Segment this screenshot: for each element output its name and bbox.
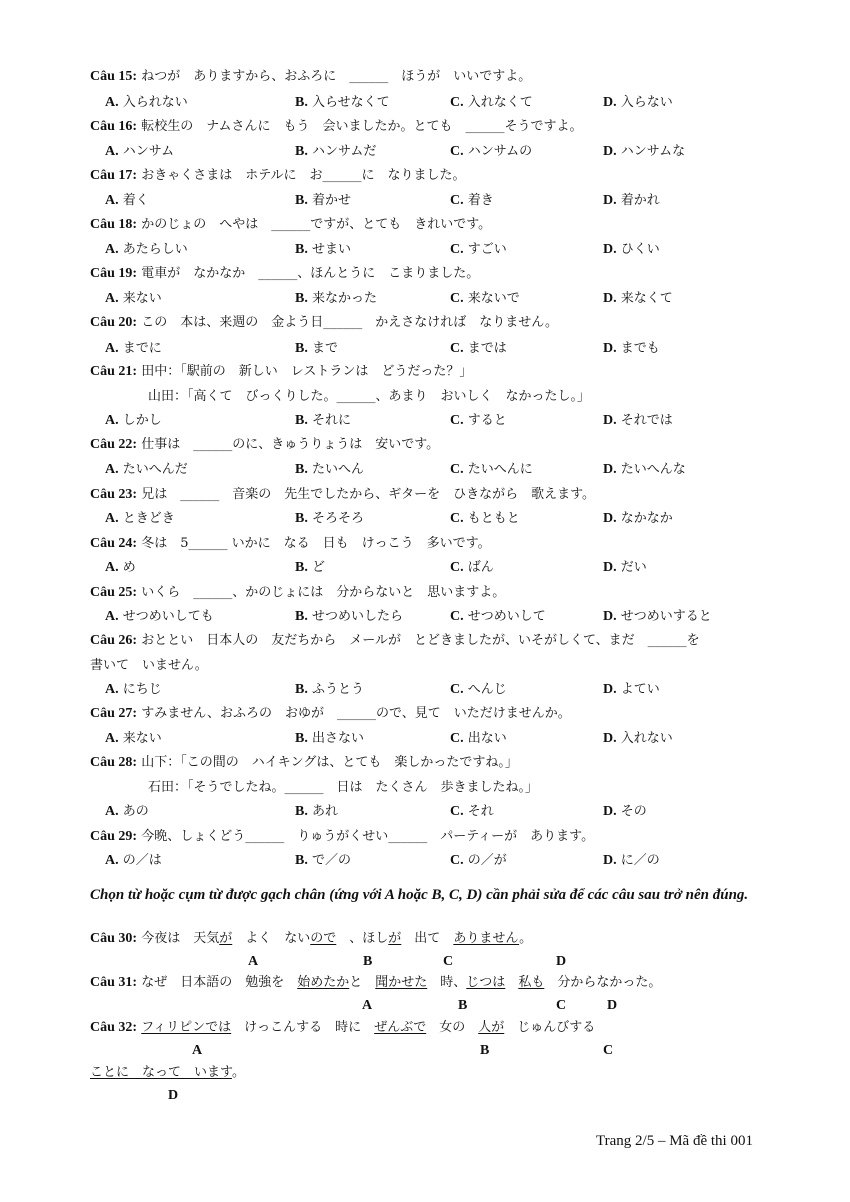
- question-text-line2: 石田：「そうでしたね。______ 日は たくさん 歩きましたね。」: [148, 780, 539, 795]
- option-letter: B.: [295, 462, 308, 477]
- option-letter: B.: [295, 242, 308, 257]
- option-d: [603, 608, 712, 626]
- question-number: Câu 15:: [90, 69, 138, 84]
- page-footer: Trang 2/5 – Mã đề thi 001: [596, 1133, 753, 1149]
- option-letter: D.: [603, 682, 617, 697]
- question-number: Câu 27:: [90, 706, 138, 721]
- question-32-cont: [90, 1064, 245, 1082]
- option-letter: D.: [603, 511, 617, 526]
- option-text: ど: [311, 560, 325, 575]
- option-text: だい: [620, 560, 647, 575]
- option-text: それでは: [620, 413, 673, 428]
- option-text: にちじ: [122, 682, 162, 697]
- q30-underline-b: ので: [310, 931, 337, 946]
- option-letter: C.: [450, 511, 464, 526]
- option-d: [603, 143, 685, 161]
- q31-label-d: D: [607, 998, 618, 1013]
- q32-label-a: A: [192, 1043, 203, 1058]
- question-number: Câu 21:: [90, 364, 138, 379]
- option-letter: B.: [295, 95, 308, 110]
- option-b: [295, 608, 403, 626]
- option-text: よてい: [620, 682, 660, 697]
- option-text: あの: [122, 804, 149, 819]
- option-c: [450, 681, 507, 699]
- q32-underline-a: フィリピンでは: [141, 1020, 232, 1035]
- option-letter: D.: [603, 291, 617, 306]
- question-number: Câu 19:: [90, 266, 138, 281]
- option-c: [450, 340, 507, 358]
- option-text: 入られない: [122, 95, 188, 110]
- question-25: [90, 584, 505, 602]
- option-text: せつめいしたら: [311, 609, 403, 624]
- q31-underline-b: 聞かせた: [375, 975, 428, 990]
- option-text: たいへんな: [620, 462, 686, 477]
- question-text: 冬は 5______ いかに なる 日も けっこう 多いです。: [141, 536, 491, 551]
- question-23: [90, 486, 595, 504]
- option-text: の／が: [467, 853, 507, 868]
- question-18: [90, 216, 491, 234]
- question-number: Câu 30:: [90, 931, 138, 946]
- option-text: たいへん: [311, 462, 364, 477]
- option-letter: B.: [295, 193, 308, 208]
- option-text: ひくい: [620, 242, 660, 257]
- q30-label-a: A: [248, 954, 259, 969]
- q31-text: と: [349, 975, 376, 990]
- question-20: [90, 314, 558, 332]
- question-number: Câu 22:: [90, 437, 138, 452]
- option-letter: B.: [295, 560, 308, 575]
- option-d: [603, 241, 660, 259]
- option-letter: B.: [295, 682, 308, 697]
- option-letter: C.: [450, 291, 464, 306]
- question-29: [90, 828, 594, 846]
- option-letter: C.: [450, 242, 464, 257]
- q30-label-b: B: [363, 954, 373, 969]
- q32-underline-c: 人が: [478, 1020, 505, 1035]
- option-text: 着く: [122, 193, 149, 208]
- option-text: までも: [620, 341, 660, 356]
- q30-underline-a: が: [219, 931, 233, 946]
- question-number: Câu 26:: [90, 633, 138, 648]
- option-c: [450, 94, 533, 112]
- option-letter: C.: [450, 560, 464, 575]
- option-letter: A.: [105, 242, 119, 257]
- option-letter: D.: [603, 853, 617, 868]
- option-letter: C.: [450, 193, 464, 208]
- option-letter: A.: [105, 682, 119, 697]
- question-text: 仕事は ______のに、きゅうりょうは 安いです。: [141, 437, 440, 452]
- option-text: せつめいして: [467, 609, 546, 624]
- option-text: ハンサムだ: [311, 144, 377, 159]
- option-d: [603, 412, 673, 430]
- option-text: しかし: [122, 413, 162, 428]
- option-text: なかなか: [620, 511, 673, 526]
- option-text: もともと: [467, 511, 520, 526]
- option-a: [105, 412, 162, 430]
- option-text: 入らせなくて: [311, 95, 390, 110]
- option-a: [105, 143, 174, 161]
- option-letter: C.: [450, 804, 464, 819]
- option-a: [105, 290, 162, 308]
- option-letter: A.: [105, 560, 119, 575]
- question-text: 転校生の ナムさんに もう 会いましたか。とても ______そうですよ。: [141, 119, 583, 134]
- option-text: 出ない: [467, 731, 507, 746]
- option-text: せつめいすると: [620, 609, 712, 624]
- q30-text: 、ほし: [336, 931, 389, 946]
- option-a: [105, 608, 214, 626]
- option-d: [603, 290, 673, 308]
- option-b: [295, 852, 351, 870]
- option-text: へんじ: [467, 682, 507, 697]
- option-b: [295, 461, 364, 479]
- option-letter: D.: [603, 462, 617, 477]
- option-text: ばん: [467, 560, 494, 575]
- option-text: 来ない: [122, 731, 162, 746]
- option-d: [603, 192, 660, 210]
- option-letter: B.: [295, 341, 308, 356]
- option-letter: D.: [603, 95, 617, 110]
- option-text: 来なくて: [620, 291, 673, 306]
- option-a: [105, 730, 162, 748]
- q32-text: 女の: [426, 1020, 479, 1035]
- option-a: [105, 340, 162, 358]
- option-d: [603, 681, 660, 699]
- option-text: あれ: [311, 804, 338, 819]
- option-text: 入れない: [620, 731, 673, 746]
- option-letter: A.: [105, 731, 119, 746]
- option-text: で／の: [311, 853, 351, 868]
- question-16: [90, 118, 583, 136]
- option-letter: A.: [105, 291, 119, 306]
- option-text: その: [620, 804, 647, 819]
- option-text: め: [122, 560, 136, 575]
- q31-underline-c: じつは: [466, 975, 506, 990]
- option-a: [105, 803, 149, 821]
- option-b: [295, 241, 351, 259]
- question-number: Câu 20:: [90, 315, 138, 330]
- option-d: [603, 340, 660, 358]
- question-text: すみません、おふろの おゆが ______ので、見て いただけませんか。: [141, 706, 571, 721]
- option-c: [450, 559, 494, 577]
- question-text: この 本は、来週の 金よう日______ かえさなければ なりません。: [141, 315, 558, 330]
- option-text: 来ないで: [467, 291, 520, 306]
- option-letter: A.: [105, 511, 119, 526]
- option-letter: D.: [603, 193, 617, 208]
- option-a: [105, 559, 136, 577]
- q32-text: 。: [231, 1065, 245, 1080]
- option-letter: D.: [603, 242, 617, 257]
- q30-text: 。: [519, 931, 533, 946]
- option-text: それに: [311, 413, 351, 428]
- option-letter: C.: [450, 731, 464, 746]
- question-number: Câu 28:: [90, 755, 138, 770]
- option-letter: C.: [450, 95, 464, 110]
- option-b: [295, 510, 364, 528]
- option-b: [295, 94, 390, 112]
- option-text: までに: [122, 341, 162, 356]
- option-text: 着かせ: [311, 193, 351, 208]
- option-c: [450, 241, 507, 259]
- option-a: [105, 241, 188, 259]
- option-letter: D.: [603, 609, 617, 624]
- option-letter: D.: [603, 560, 617, 575]
- option-c: [450, 290, 520, 308]
- option-text: そろそろ: [311, 511, 364, 526]
- option-letter: B.: [295, 511, 308, 526]
- q32-underline-b: ぜんぶで: [374, 1020, 427, 1035]
- q32-label-d: D: [168, 1088, 179, 1103]
- question-number: Câu 18:: [90, 217, 138, 232]
- question-17: [90, 167, 466, 185]
- q31-text: 分からなかった。: [544, 975, 662, 990]
- question-22: [90, 436, 439, 454]
- option-c: [450, 803, 494, 821]
- option-a: [105, 461, 188, 479]
- option-d: [603, 852, 660, 870]
- option-a: [105, 852, 162, 870]
- question-text: 兄は ______ 音楽の 先生でしたから、ギターを ひきながら 歌えます。: [141, 487, 596, 502]
- question-text: いくら ______、かのじょには 分からないと 思いますよ。: [141, 585, 506, 600]
- question-number: Câu 32:: [90, 1020, 138, 1035]
- question-21: [90, 363, 472, 381]
- option-text: せまい: [311, 242, 351, 257]
- option-letter: A.: [105, 193, 119, 208]
- option-letter: A.: [105, 609, 119, 624]
- question-30: [90, 930, 532, 948]
- question-26: [90, 632, 700, 650]
- option-d: [603, 461, 686, 479]
- q32-label-c: C: [603, 1043, 614, 1058]
- option-letter: C.: [450, 609, 464, 624]
- option-letter: A.: [105, 413, 119, 428]
- option-c: [450, 510, 520, 528]
- question-number: Câu 29:: [90, 829, 138, 844]
- option-c: [450, 461, 533, 479]
- option-text: 出さない: [311, 731, 364, 746]
- option-letter: B.: [295, 853, 308, 868]
- option-text: ふうとう: [311, 682, 364, 697]
- question-number: Câu 25:: [90, 585, 138, 600]
- q30-text: よく ない: [232, 931, 311, 946]
- option-text: までは: [467, 341, 507, 356]
- question-number: Câu 23:: [90, 487, 138, 502]
- q30-label-d: D: [556, 954, 567, 969]
- question-text: おきゃくさまは ホテルに お______に なりました。: [141, 168, 466, 183]
- option-text: せつめいしても: [122, 609, 214, 624]
- option-text: ハンサムの: [467, 144, 533, 159]
- option-d: [603, 730, 673, 748]
- q32-text: けっこんする 時に: [231, 1020, 375, 1035]
- q31-label-b: B: [458, 998, 468, 1013]
- option-text: すごい: [467, 242, 507, 257]
- option-c: [450, 192, 494, 210]
- option-a: [105, 94, 188, 112]
- option-text: 来ない: [122, 291, 162, 306]
- question-text: ねつが ありますから、おふろに ______ ほうが いいですよ。: [141, 69, 532, 84]
- option-letter: B.: [295, 413, 308, 428]
- question-15: [90, 68, 531, 86]
- q30-underline-d: ありません: [453, 931, 520, 946]
- q31-label-a: A: [362, 998, 373, 1013]
- question-32: [90, 1019, 595, 1037]
- option-b: [295, 290, 377, 308]
- option-letter: A.: [105, 341, 119, 356]
- option-letter: A.: [105, 95, 119, 110]
- instruction: Chọn từ hoặc cụm từ được gạch chân (ứng với A hoặc B, C, D) cần phải sửa để các câu sau trở nên đúng.: [90, 887, 749, 903]
- q31-label-c: C: [556, 998, 567, 1013]
- option-letter: B.: [295, 731, 308, 746]
- option-letter: D.: [603, 731, 617, 746]
- option-d: [603, 510, 673, 528]
- question-19: [90, 265, 479, 283]
- option-c: [450, 143, 532, 161]
- option-letter: D.: [603, 413, 617, 428]
- option-text: すると: [467, 413, 507, 428]
- option-letter: D.: [603, 341, 617, 356]
- option-text: ハンサムな: [620, 144, 686, 159]
- q32-text: じゅんびする: [504, 1020, 596, 1035]
- q30-text: 今夜は 天気: [141, 931, 220, 946]
- option-text: ハンサム: [122, 144, 175, 159]
- option-text: の／は: [122, 853, 162, 868]
- question-27: [90, 705, 571, 723]
- option-letter: B.: [295, 804, 308, 819]
- option-text: 入れなくて: [467, 95, 533, 110]
- option-c: [450, 608, 546, 626]
- option-b: [295, 803, 338, 821]
- question-text: おととい 日本人の 友だちから メールが とどきましたが、いそがしくて、まだ ______を: [141, 633, 700, 648]
- question-text-line2: 書いて いません。: [90, 658, 208, 673]
- option-text: それ: [467, 804, 494, 819]
- option-text: たいへんだ: [122, 462, 188, 477]
- q31-text: 時、: [427, 975, 467, 990]
- option-letter: C.: [450, 341, 464, 356]
- option-letter: C.: [450, 413, 464, 428]
- option-letter: A.: [105, 804, 119, 819]
- option-d: [603, 559, 647, 577]
- question-text: 今晩、しょくどう______ りゅうがくせい______ パーティーが あります。: [141, 829, 595, 844]
- question-text: 山下：「この間の ハイキングは、とても 楽しかったですね。」: [141, 755, 518, 770]
- option-a: [105, 510, 175, 528]
- question-text: 電車が なかなか ______、ほんとうに こまりました。: [141, 266, 480, 281]
- option-text: まで: [311, 341, 338, 356]
- q32-label-b: B: [480, 1043, 490, 1058]
- option-letter: A.: [105, 144, 119, 159]
- option-letter: B.: [295, 609, 308, 624]
- question-28: [90, 754, 518, 772]
- option-b: [295, 730, 364, 748]
- option-d: [603, 803, 647, 821]
- q30-underline-c: が: [388, 931, 402, 946]
- option-letter: C.: [450, 462, 464, 477]
- option-b: [295, 559, 325, 577]
- option-letter: C.: [450, 853, 464, 868]
- option-b: [295, 681, 364, 699]
- q31-underline-a: 始めたか: [297, 975, 350, 990]
- question-text-line2: 山田：「高くて びっくりした。______、あまり おいしく なかったし。」: [148, 389, 591, 404]
- option-text: に／の: [620, 853, 660, 868]
- option-a: [105, 192, 149, 210]
- option-text: あたらしい: [122, 242, 188, 257]
- q30-label-c: C: [443, 954, 454, 969]
- question-text: かのじょの へやは ______ですが、とても きれいです。: [141, 217, 492, 232]
- option-letter: D.: [603, 804, 617, 819]
- q31-text: [505, 975, 518, 990]
- option-letter: A.: [105, 853, 119, 868]
- question-24: [90, 535, 491, 553]
- option-letter: B.: [295, 291, 308, 306]
- option-text: 着かれ: [620, 193, 660, 208]
- option-text: 来なかった: [311, 291, 377, 306]
- option-d: [603, 94, 673, 112]
- option-c: [450, 412, 507, 430]
- option-text: 着き: [467, 193, 494, 208]
- option-text: ときどき: [122, 511, 175, 526]
- question-text: 田中：「駅前の 新しい レストランは どうだった？」: [141, 364, 473, 379]
- option-b: [295, 340, 338, 358]
- q30-text: 出て: [401, 931, 454, 946]
- q31-text: なぜ 日本語の 勉強を: [141, 975, 298, 990]
- question-31: [90, 974, 661, 992]
- question-number: Câu 24:: [90, 536, 138, 551]
- option-letter: D.: [603, 144, 617, 159]
- q31-underline-d: 私も: [518, 975, 545, 990]
- option-letter: A.: [105, 462, 119, 477]
- option-b: [295, 192, 351, 210]
- option-a: [105, 681, 162, 699]
- option-text: 入らない: [620, 95, 673, 110]
- question-number: Câu 16:: [90, 119, 138, 134]
- question-number: Câu 31:: [90, 975, 138, 990]
- option-b: [295, 143, 376, 161]
- q32-underline-d: ことに なって います: [90, 1065, 232, 1080]
- option-c: [450, 852, 507, 870]
- option-b: [295, 412, 351, 430]
- option-text: たいへんに: [467, 462, 533, 477]
- option-letter: C.: [450, 144, 464, 159]
- question-number: Câu 17:: [90, 168, 138, 183]
- option-c: [450, 730, 507, 748]
- option-letter: B.: [295, 144, 308, 159]
- option-letter: C.: [450, 682, 464, 697]
